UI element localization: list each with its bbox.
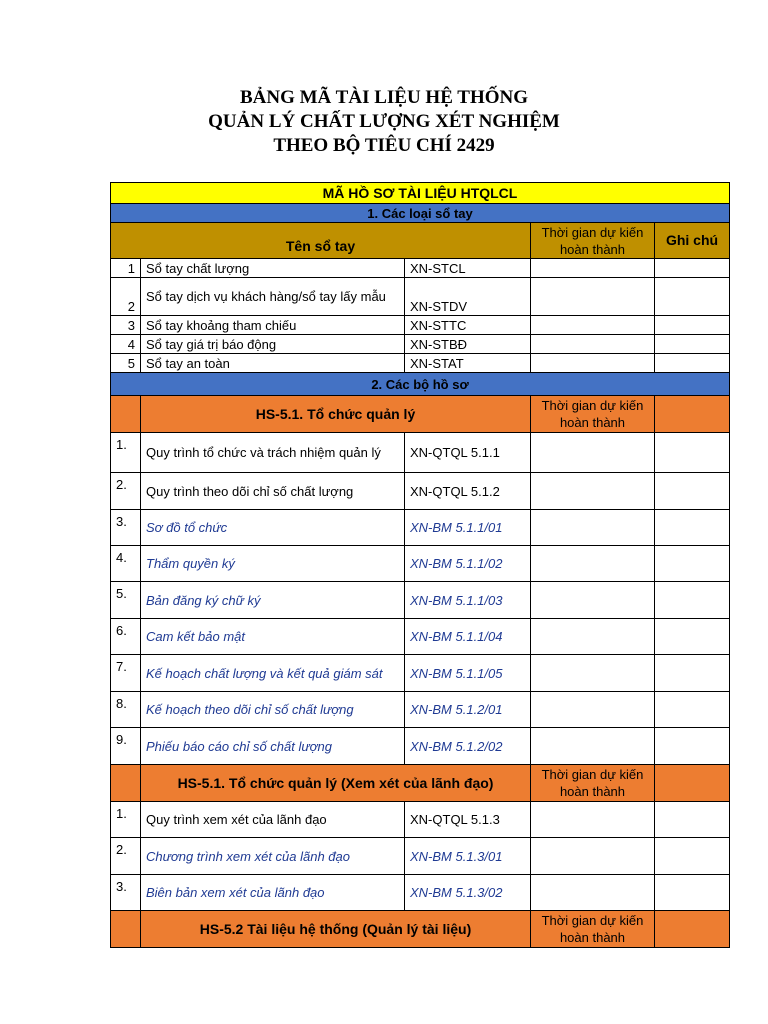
record-name: Kế hoạch theo dõi chỉ số chất lượng	[141, 692, 405, 728]
s1-row-name: Sổ tay giá trị báo động	[141, 335, 405, 354]
record-code: XN-BM 5.1.2/01	[405, 692, 531, 728]
record-note	[655, 692, 730, 728]
s1-row-code: XN-STCL	[405, 259, 531, 278]
s1-row-note	[655, 259, 730, 278]
record-name: Sơ đồ tổ chức	[141, 510, 405, 546]
record-time	[531, 802, 655, 838]
col-header-time: Thời gian dự kiến hoàn thành	[531, 223, 655, 259]
record-note	[655, 655, 730, 692]
record-num: 3.	[111, 510, 141, 546]
s1-row-time	[531, 278, 655, 316]
record-code: XN-BM 5.1.3/02	[405, 875, 531, 911]
record-num: 7.	[111, 655, 141, 692]
s1-row-num: 2	[111, 278, 141, 316]
record-time	[531, 582, 655, 619]
group-note-header	[655, 396, 730, 433]
s1-row-note	[655, 354, 730, 373]
s1-row-code: XN-STTC	[405, 316, 531, 335]
record-code: XN-QTQL 5.1.1	[405, 433, 531, 473]
record-code: XN-QTQL 5.1.3	[405, 802, 531, 838]
record-name: Quy trình theo dõi chỉ số chất lượng	[141, 473, 405, 510]
doc-title-line1: BẢNG MÃ TÀI LIỆU HỆ THỐNG	[239, 87, 529, 108]
record-note	[655, 838, 730, 875]
group-note-header	[655, 765, 730, 802]
record-code: XN-BM 5.1.1/05	[405, 655, 531, 692]
s1-row-name: Sổ tay chất lượng	[141, 259, 405, 278]
record-num: 5.	[111, 582, 141, 619]
record-note	[655, 546, 730, 582]
record-time	[531, 692, 655, 728]
s1-row-code: XN-STBĐ	[405, 335, 531, 354]
record-name: Chương trình xem xét của lãnh đạo	[141, 838, 405, 875]
record-num: 9.	[111, 728, 141, 765]
s1-row-code: XN-STAT	[405, 354, 531, 373]
section1-title: 1. Các loại sổ tay	[111, 204, 730, 223]
record-note	[655, 510, 730, 546]
record-note	[655, 619, 730, 655]
record-note	[655, 473, 730, 510]
document-code-table	[110, 182, 730, 948]
s1-row-note	[655, 335, 730, 354]
group-title: HS-5.1. Tổ chức quản lý	[141, 396, 531, 433]
record-name: Biên bản xem xét của lãnh đạo	[141, 875, 405, 911]
s1-row-note	[655, 316, 730, 335]
s1-row-code: XN-STDV	[405, 278, 531, 316]
record-code: XN-QTQL 5.1.2	[405, 473, 531, 510]
record-name: Quy trình tổ chức và trách nhiệm quản lý	[141, 433, 405, 473]
record-num: 1.	[111, 802, 141, 838]
record-num: 8.	[111, 692, 141, 728]
s1-row-name: Sổ tay an toàn	[141, 354, 405, 373]
group-time-header: Thời gian dự kiến hoàn thành	[531, 911, 655, 948]
s1-row-name: Sổ tay dịch vụ khách hàng/sổ tay lấy mẫu	[141, 278, 405, 316]
record-time	[531, 875, 655, 911]
record-time	[531, 473, 655, 510]
record-code: XN-BM 5.1.1/01	[405, 510, 531, 546]
s1-row-note	[655, 278, 730, 316]
s1-row-time	[531, 259, 655, 278]
record-time	[531, 619, 655, 655]
s1-row-time	[531, 335, 655, 354]
group-title: HS-5.2 Tài liệu hệ thống (Quản lý tài liệu)	[141, 911, 531, 948]
record-note	[655, 875, 730, 911]
col-header-note: Ghi chú	[655, 223, 730, 259]
record-code: XN-BM 5.1.1/04	[405, 619, 531, 655]
record-note	[655, 802, 730, 838]
record-num: 1.	[111, 433, 141, 473]
col-header-name: Tên sổ tay	[111, 223, 531, 259]
record-name: Bản đăng ký chữ ký	[141, 582, 405, 619]
record-time	[531, 838, 655, 875]
s1-row-num: 4	[111, 335, 141, 354]
record-name: Cam kết bảo mật	[141, 619, 405, 655]
s1-row-num: 1	[111, 259, 141, 278]
record-num: 4.	[111, 546, 141, 582]
group-note-header	[655, 911, 730, 948]
record-code: XN-BM 5.1.2/02	[405, 728, 531, 765]
record-note	[655, 582, 730, 619]
record-code: XN-BM 5.1.1/03	[405, 582, 531, 619]
group-header-spacer	[111, 396, 141, 433]
group-header-spacer	[111, 765, 141, 802]
record-note	[655, 728, 730, 765]
record-num: 2.	[111, 838, 141, 875]
record-time	[531, 433, 655, 473]
group-title: HS-5.1. Tổ chức quản lý (Xem xét của lãnh đạo)	[141, 765, 531, 802]
s1-row-time	[531, 354, 655, 373]
s1-row-time	[531, 316, 655, 335]
record-num: 3.	[111, 875, 141, 911]
group-header-spacer	[111, 911, 141, 948]
record-name: Thẩm quyền ký	[141, 546, 405, 582]
record-num: 6.	[111, 619, 141, 655]
record-time	[531, 655, 655, 692]
record-code: XN-BM 5.1.1/02	[405, 546, 531, 582]
s1-row-name: Sổ tay khoảng tham chiếu	[141, 316, 405, 335]
group-time-header: Thời gian dự kiến hoàn thành	[531, 396, 655, 433]
record-time	[531, 546, 655, 582]
record-time	[531, 510, 655, 546]
record-code: XN-BM 5.1.3/01	[405, 838, 531, 875]
group-time-header: Thời gian dự kiến hoàn thành	[531, 765, 655, 802]
doc-title-line3: THEO BỘ TIÊU CHÍ 2429	[273, 135, 495, 156]
record-num: 2.	[111, 473, 141, 510]
doc-title-line2: QUẢN LÝ CHẤT LƯỢNG XÉT NGHIỆM	[208, 111, 560, 132]
section2-title: 2. Các bộ hồ sơ	[111, 373, 730, 396]
main-header: MÃ HỒ SƠ TÀI LIỆU HTQLCL	[111, 183, 730, 204]
record-name: Phiếu báo cáo chỉ số chất lượng	[141, 728, 405, 765]
s1-row-num: 5	[111, 354, 141, 373]
record-note	[655, 433, 730, 473]
record-time	[531, 728, 655, 765]
s1-row-num: 3	[111, 316, 141, 335]
record-name: Kế hoạch chất lượng và kết quả giám sát	[141, 655, 405, 692]
record-name: Quy trình xem xét của lãnh đạo	[141, 802, 405, 838]
